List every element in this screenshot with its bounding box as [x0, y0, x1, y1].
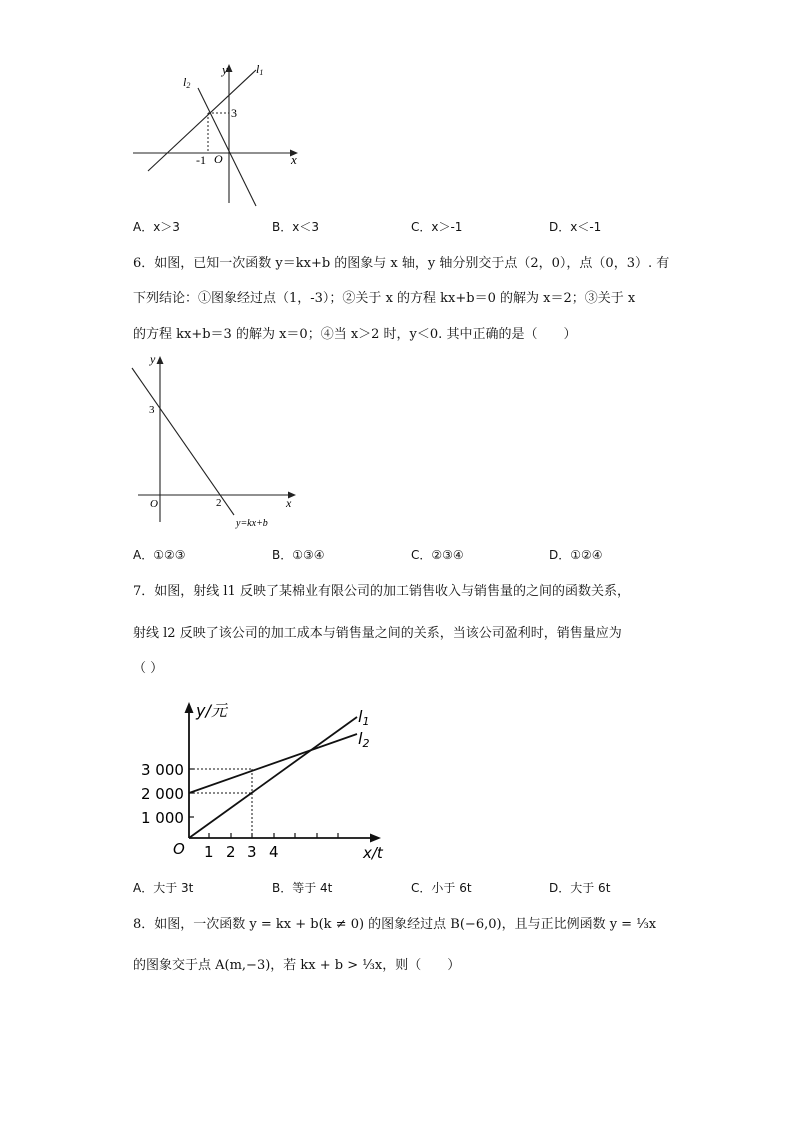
q7-figure — [135, 696, 395, 868]
ray-l2 — [189, 734, 357, 793]
q8-text-line1: 8．如图，一次函数 y = kx + b(k ≠ 0) 的图象经过点 B(−6,0)，且与正比例函数 y = ⅓x — [133, 917, 657, 932]
q6-figure — [128, 350, 303, 532]
x-tick-2: 2 — [226, 843, 236, 861]
tick-y-label: 3 — [231, 106, 237, 120]
tick-y-label: 3 — [149, 404, 155, 416]
q6-text-line1: 6．如图，已知一次函数 y＝kx+b 的图象与 x 轴，y 轴分别交于点（2，0），点（0，3）. 有 — [133, 256, 670, 271]
x-tick-4: 4 — [269, 843, 279, 861]
x-axis-arrow — [370, 834, 381, 843]
q6-text-line3: 的方程 kx+b＝3 的解为 x＝0；④当 x＞2 时，y＜0. 其中正确的是（ ） — [133, 327, 577, 342]
y-axis-arrow — [157, 356, 164, 364]
q7-option-d[interactable]: D．大于 6t — [549, 881, 611, 895]
y-axis-label: y — [150, 352, 156, 366]
q5-option-b[interactable]: B．x＜3 — [272, 220, 319, 234]
line-l2-label: l2 — [183, 75, 191, 90]
q7-option-a[interactable]: A．大于 3t — [133, 881, 194, 895]
ray-l1 — [189, 717, 357, 838]
x-tick-3: 3 — [247, 843, 257, 861]
ray-l2-label: l2 — [358, 729, 370, 750]
q5-figure — [128, 58, 308, 208]
line-label: y=kx+b — [236, 518, 268, 529]
q5-option-d[interactable]: D．x＜-1 — [549, 220, 602, 234]
q6-option-b[interactable]: B．①③④ — [272, 548, 325, 562]
q7-text-line1: 7．如图，射线 l1 反映了某棉业有限公司的加工销售收入与销售量的之间的函数关系， — [133, 584, 630, 599]
tick-x-label: -1 — [196, 153, 206, 167]
q8-text-line2: 的图象交于点 A(m,−3)，若 kx + b > ⅓x，则（ ） — [133, 958, 461, 973]
x-axis-label: x — [291, 152, 297, 167]
q6-text-line2: 下列结论：①图象经过点（1，-3）；②关于 x 的方程 kx+b＝0 的解为 x＝2；③关于 x — [133, 291, 636, 306]
y-axis-arrow — [185, 702, 194, 713]
y-axis-label: y — [222, 62, 228, 77]
line-l1-label: l1 — [256, 62, 264, 77]
ray-l1-label: l1 — [358, 707, 370, 728]
y-tick-3000: 3 000 — [141, 761, 184, 779]
q7-option-c[interactable]: C．小于 6t — [411, 881, 472, 895]
tick-x-label: 2 — [216, 497, 222, 509]
origin-label: O — [214, 152, 223, 166]
origin-label: O — [173, 840, 185, 858]
x-axis-label: x — [286, 496, 292, 510]
q5-option-a[interactable]: A．x＞3 — [133, 220, 180, 234]
y-tick-1000: 1 000 — [141, 809, 184, 827]
line-y-kx-b — [132, 368, 234, 515]
x-tick-1: 1 — [204, 843, 214, 861]
q7-text-line2: 射线 l2 反映了该公司的加工成本与销售量之间的关系，当该公司盈利时，销售量应为 — [133, 626, 622, 641]
line-l2 — [198, 88, 256, 206]
q7-text-line3: （ ） — [133, 661, 164, 676]
x-axis-label: x/t — [363, 844, 383, 862]
y-axis-label: y/元 — [196, 701, 227, 720]
q6-option-c[interactable]: C．②③④ — [411, 548, 464, 562]
q6-option-d[interactable]: D．①②④ — [549, 548, 603, 562]
q5-option-c[interactable]: C．x＞-1 — [411, 220, 463, 234]
q6-option-a[interactable]: A．①②③ — [133, 548, 186, 562]
y-tick-2000: 2 000 — [141, 785, 184, 803]
q7-option-b[interactable]: B．等于 4t — [272, 881, 333, 895]
origin-label: O — [150, 498, 158, 510]
